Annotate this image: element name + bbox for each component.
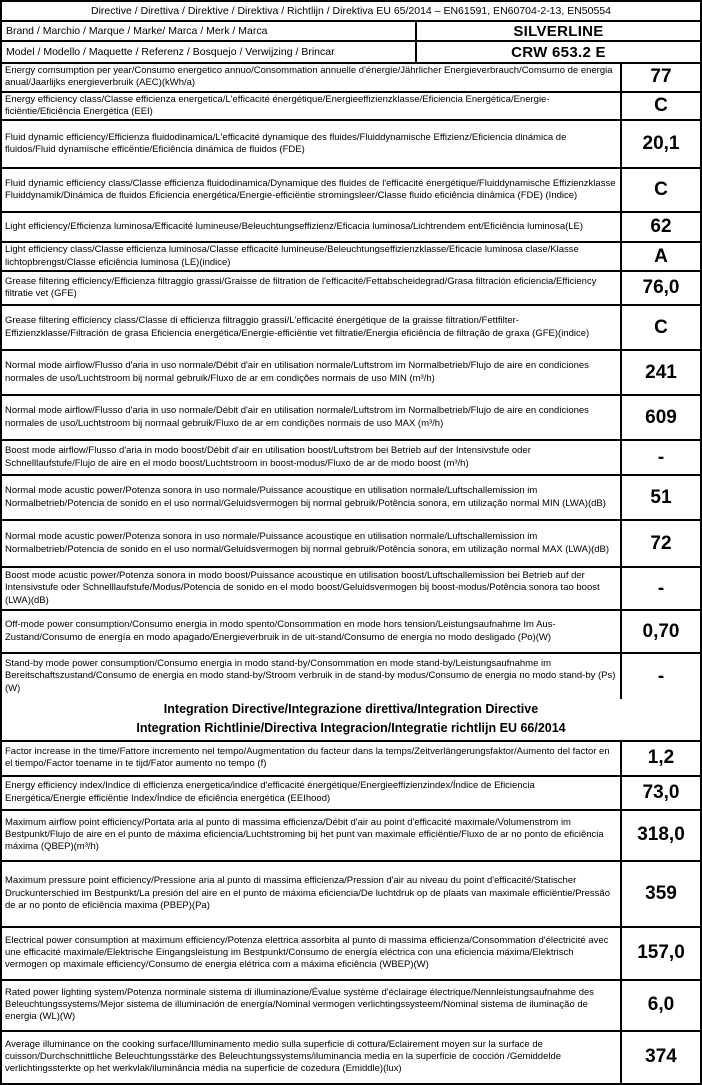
spec-row	[2, 396, 700, 441]
spec-row-label: Light efficiency/Efficienza luminosa/Efficacité lumineuse/Beleuchtungseffizienz/Eficacia luminosa/Lichtrendem ent/Eficiência luminosa(LE)	[5, 221, 584, 233]
brand-value: SILVERLINE	[415, 22, 700, 40]
spec-row-label: Energy efficiency class/Classe efficienza energetica/L'efficacité énergétique/Energieeffizienzklasse/Eficiencia Energética/Energie-ficiëntie/Eficiência Energética (EEI)	[5, 93, 550, 118]
spec-row	[2, 568, 700, 611]
spec-row-value: 62	[620, 213, 700, 241]
spec-row-label: Factor increase in the time/Fattore incremento nel tempo/Augmentation du facteur dans la temps/Zeitverlängerungsfaktor/Aumento del factor en el tiempo/Factor toename in te tijd/Fator aumento no tempo (f)	[5, 745, 610, 770]
spec-row-value: A	[620, 243, 700, 270]
integration-header-line1: Integration Directive/Integrazione direttiva/Integration Directive	[163, 702, 539, 717]
spec-row-label: Boost mode acustic power/Potenza sonora in modo boost/Puissance acoustique en utilisation boost/Luftschallemission bei Betrieb auf der Intensivstufe oder Schnelllaufstufe/Modus/Potencia de sonido en el modo boost/Geluidsvermogen bij boost-modus/Potência sonora tao boost (LWA)(dB)	[5, 570, 600, 606]
spec-row	[2, 64, 700, 93]
spec-row-label: Normal mode airflow/Flusso d'aria in uso normale/Débit d'air en utilisation normale/Luftstrom im Normalbetrieb/Flujo de aire en condiciones normales de uso/Luchtstroom bij normal gebruik/Fluxo de ar em condições normais de uso MIN (m³/h)	[5, 360, 589, 384]
spec-row-label: Stand-by mode power consumption/Consumo energia in modo stand-by/Consommation en mode stand-by/Leistungsaufnahme im Bereitschaftszustand/Consumo de energia en modo stand-by/Stroom verbruik in de stand-by modus/Consumo de energia no modo stand-by (Ps)(W)	[5, 658, 616, 694]
spec-row-label: Normal mode acustic power/Potenza sonora in uso normale/Puissance acoustique en utilisation normale/Luftschallemission im Normalbetrieb/Potencia de sonido en el uso normal/Geluidsvermogen bij normal gebruik/Potência sonora, em utilização normal MIN (LWA)(dB)	[5, 485, 606, 509]
spec-row-value: C	[620, 93, 700, 120]
spec-row-value: -	[620, 654, 700, 699]
spec-row-label: Energy efficiency index/Indice di efficienza energetica/indice d'efficacité énergétique/Energieeffizienzindex/Índice de Eficiencia Energética/Energie efficiëntie Index/Índice de eficiência energética (EEIhood)	[5, 780, 535, 804]
spec-row	[2, 1032, 700, 1083]
spec-row-label: Maximum airflow point efficiency/Portata aria al punto di massima efficienza/Débit d'air au point d'efficacité maximale/Volumenstrom im Bestpunkt/Flujo de aire en el punto de máxima eficiencia/Luchtstroming bij het punt van maximale efficiëntie/Fluxo de ar no ponto de eficiência máxima (QBEP)(m³/h)	[5, 816, 604, 853]
spec-row	[2, 742, 700, 777]
spec-row	[2, 611, 700, 654]
spec-row	[2, 243, 700, 272]
spec-row-value: 73,0	[620, 777, 700, 809]
spec-row	[2, 981, 700, 1032]
spec-row-label: Rated power lighting system/Potenza norminale sistema di illuminazione/Évalue système d'éclairage électrique/Nennleistungsaufnahme des Beleuchtungssystems/Mejor sistema de illuminación de energía/Nominal vermogen verlichtingssysteem/Nominal sistema de iluminação de energia (WL)(W)	[5, 986, 595, 1023]
spec-row-value: 0,70	[620, 611, 700, 652]
model-value: CRW 653.2 E	[415, 42, 700, 62]
spec-row	[2, 121, 700, 169]
model-row	[2, 42, 700, 64]
spec-row-value: 318,0	[620, 811, 700, 860]
spec-row-value: 359	[620, 862, 700, 926]
integration-header-line2: Integration Richtlinie/Directiva Integracion/Integratie richtlijn EU 66/2014	[136, 721, 566, 736]
spec-row-value: 1,2	[620, 742, 700, 775]
spec-row-value: 157,0	[620, 928, 700, 979]
spec-row-label: Off-mode power consumption/Consumo energia in modo spento/Consommation en mode hors tension/Leistungsaufnahme Im Aus-Zustand/Consumo de energía en modo apagado/Energieverbruik in de uit-stand/Consumo de energia no modo desligado (Po)(W)	[5, 619, 556, 643]
model-label: Model / Modello / Maquette / Referenz / Bosquejo / Verwijzing / Brincar	[6, 46, 335, 58]
spec-row	[2, 213, 700, 243]
spec-row	[2, 169, 700, 213]
spec-row-label: Grease filtering efficiency/Efficienza filtraggio grassi/Graisse de filtration de l'efficacité/Fettabscheidegrad/Grasa filtración eficiencia/Efficiency filtratie vet (GFE)	[5, 275, 597, 300]
spec-row	[2, 862, 700, 928]
spec-row-value: 241	[620, 351, 700, 394]
spec-row-label: Fluid dynamic efficiency/Efficienza fluidodinamica/L'efficacité dynamique des fluides/Fluiddynamische Effizienz/Eficiencia dinámica de fluidos/Fluid dynamische efficëntie/Eficiência dinámica de fluidos (FDE)	[5, 132, 567, 156]
spec-row-label: Boost mode airflow/Flusso d'aria in modo boost/Débit d'air en utilisation boost/Luftstrom bei Betrieb auf der Intensivstufe oder Schnelllaufstufe/Flujo de aire en el modo boost/Luchtstroom in boost-modus/Fluxo de ar de modo boost (m³/h)	[5, 445, 531, 469]
brand-label: Brand / Marchio / Marque / Marke/ Marca / Merk / Marca	[6, 25, 268, 37]
spec-row-label: Maximum pressure point efficiency/Pressione aria al punto di massima efficienza/Pression d'air au niveau du point d'efficacité/Statischer Druckunterschied im Bestpunkt/La presión del aire en el punto de máxima eficiencia/De luchtdruk op de plaats van maximale efficiëntie/Pressão de ar no ponto de eficiência maxima (PBEP)(Pa)	[5, 875, 610, 911]
spec-row-label: Normal mode airflow/Flusso d'aria in uso normale/Débit d'air en utilisation normale/Luftstrom im Normalbetrieb/Flujo de aire en condiciones normales de uso/Luchtstroom bij normaal gebruik/Fluxo de ar em condições normais de uso MAX (m³/h)	[5, 405, 589, 429]
spec-row-value: 72	[620, 521, 700, 566]
directive-header-text: Directive / Direttiva / Direktive / Direktiva / Richtlijn / Direktiva EU 65/2014 – EN61591, EN60704-2-13, EN50554	[91, 5, 611, 17]
spec-row	[2, 441, 700, 476]
spec-row	[2, 351, 700, 396]
spec-row-value: 6,0	[620, 981, 700, 1030]
brand-row	[2, 22, 700, 42]
spec-row-value: -	[620, 568, 700, 609]
spec-row-value: C	[620, 169, 700, 211]
spec-row-label: Grease filtering efficiency class/Classe di efficienza filtraggio grassi/L'efficacité énergétique de la graisse filtration/Fettfilter-Effizienzklasse/Filtración de grasa Eficiencia energética/Energie-efficiëntie vet filtratie/Energia eficiência de filtração de graxa (GFE)(indice)	[5, 315, 590, 339]
spec-row	[2, 928, 700, 981]
spec-row-label: Electrical power consumption at maximum efficiency/Potenza elettrica assorbita al punto di massima efficienza/Consommation d'électricité avec une efficacité maximale/Elektrische Eingangsleistung im Bestpunkt/Consumo de energía eléctrica con una eficiencia máxima/Elektrisch vermogen op maximale efficiency/Consumo de energia elétrica com a máxima eficiência (WBEP)(W)	[5, 934, 609, 971]
spec-row-value: 374	[620, 1032, 700, 1083]
spec-row	[2, 777, 700, 811]
directive-header-row	[2, 2, 700, 22]
spec-row-label: Normal mode acustic power/Potenza sonora in uso normale/Puissance acoustique en utilisation normale/Luftschallemission im Normalbetrieb/Potencia de sonido en el uso normal/Geluidsvermogen bij normal gebruik/Potência sonora, em utilização normal MAX (LWA)(dB)	[5, 531, 610, 555]
spec-row-value: 20,1	[620, 121, 700, 167]
spec-row-value: C	[620, 306, 700, 349]
spec-row-value: 51	[620, 476, 700, 519]
spec-row-value: 609	[620, 396, 700, 439]
spec-row	[2, 306, 700, 351]
spec-row	[2, 811, 700, 862]
integration-section-header	[2, 699, 700, 742]
spec-row-value: 76,0	[620, 272, 700, 304]
directive-spec-rows	[2, 64, 700, 699]
spec-row	[2, 521, 700, 568]
spec-row-value: 77	[620, 64, 700, 91]
spec-row-label: Fluid dynamic efficiency class/Classe efficienza fluidodinamica/Dynamique des fluides de l'efficacité énergétique/Fluiddynamische Effizienzklasse Fluiddynamik/Dinámica de fluidos Eficiencia energética/Energie-efficiëntie stromingsleer/Classe fluido eficiência dinâmica (FDE) (Indice)	[5, 178, 616, 202]
spec-row	[2, 476, 700, 521]
spec-row	[2, 654, 700, 699]
integration-spec-rows	[2, 742, 700, 1083]
spec-row-value: -	[620, 441, 700, 474]
spec-row	[2, 93, 700, 122]
spec-row-label: Energy comsumption per year/Consumo energetico annuo/Consommation annuelle d'énergie/Jährlicher Energieverbrauch/Comsumo de energia anual/Jaarlijks energieverbruik (AEC)(kWh/a)	[5, 65, 613, 89]
spec-row	[2, 272, 700, 306]
spec-row-label: Average illuminance on the cooking surface/Illuminamento medio sulla superficie di cottura/Eclairement moyen sur la surface de cuisson/Durchschnittliche Beleuchtungsstärke des Beleuchtungssystems/iluminancia media en la superficie de cocción /Gemiddelde verlichtingssterkte op het werkvlak/iluminância média na superficie de cozedura (Emiddle)(lux)	[5, 1038, 562, 1075]
spec-row-label: Light efficiency class/Classe efficienza luminosa/Classe efficacité lumineuse/Beleuchtungseffizienzklasse/Eficacie luminosa clase/Klasse lichtopbrengst/Classe eficiência luminosa (LE)(indice)	[5, 244, 579, 268]
